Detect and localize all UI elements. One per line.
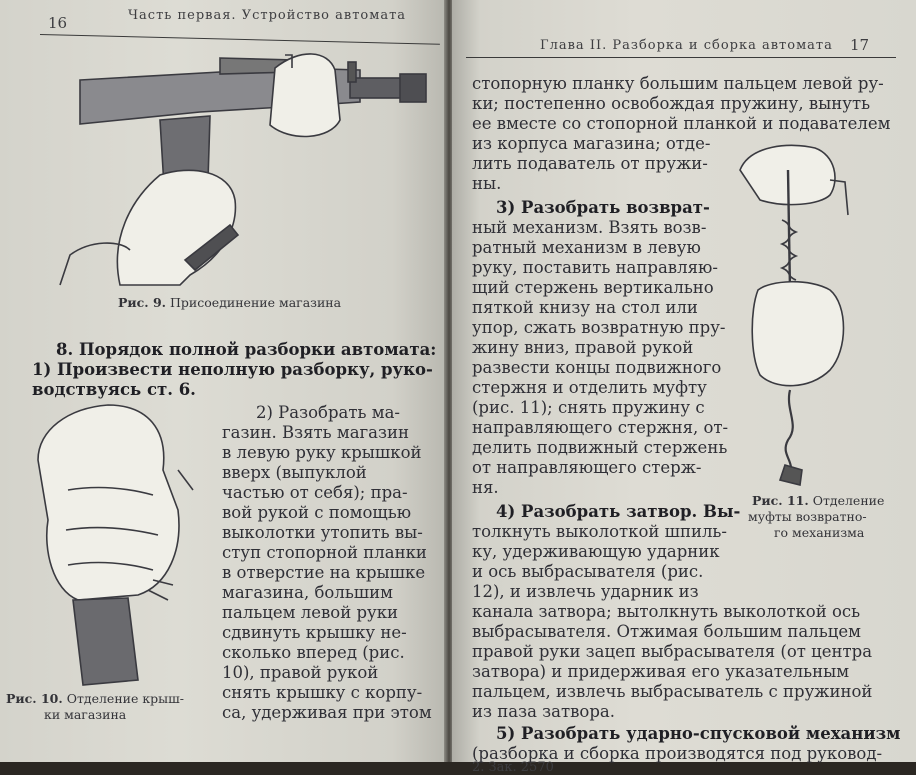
step3-line-14: от направляющего стерж- (472, 458, 702, 477)
step2-line-10: магазина, большим (222, 583, 393, 602)
top-line-6: ны. (472, 174, 502, 193)
figure-10-caption-line1 (6, 692, 184, 706)
header-rule-right (466, 57, 896, 58)
step1-line-1 (32, 360, 433, 380)
step2-line-3: в левую руку крышкой (222, 443, 422, 462)
page-number-left: 16 (48, 14, 68, 32)
step3-line-3: ратный механизм в левую (472, 238, 701, 257)
step2-text-2: газин. Взять магазин (222, 423, 410, 442)
step3-line-7: упор, сжать возвратную пру- (472, 318, 726, 337)
top-line-2: ки; постепенно освобождая пружину, вынуть (472, 94, 871, 113)
step5-line-2: (разборка и сборка производятся под руковод- (472, 744, 883, 763)
figure-9-label: Рис. 9. (118, 295, 167, 310)
right-page (452, 0, 916, 775)
step4-line-3: ку, удерживающую ударник (472, 542, 720, 561)
step3-line-9: развести концы подвижного (472, 358, 722, 377)
step2-line-5: частью от себя); пра- (222, 483, 408, 502)
step2-line-7: выколотки утопить вы- (222, 523, 423, 542)
page-number-right: 17 (850, 36, 870, 54)
step2-line-2 (222, 423, 409, 443)
figure-10-text-1: Отделение крыш- (66, 691, 184, 706)
step2-line-6: вой рукой с помощью (222, 503, 412, 522)
figure-9-illustration (60, 50, 430, 285)
step3-line-12: направляющего стержня, от- (472, 418, 729, 437)
step5-line-1 (496, 724, 900, 744)
step4-line-9: затвора) и придерживая его указательным (472, 662, 850, 681)
figure-10-illustration (28, 400, 218, 690)
figure-11-illustration (730, 140, 860, 490)
step2-line-14: 10), правой рукой (222, 663, 379, 682)
section-heading (56, 340, 436, 360)
step2-line-9: в отверстие на крышке (222, 563, 426, 582)
header-rule-left (40, 34, 440, 45)
figure-11-caption-line2: муфты возвратно- (748, 509, 867, 524)
step3-line-2: ный механизм. Взять возв- (472, 218, 707, 237)
step2-line-8: ступ стопорной планки (222, 543, 427, 562)
section-heading-text: 8. Порядок полной разборки автомата: (56, 340, 437, 359)
step5-text-1: 5) Разобрать ударно-спусковой механизм (496, 724, 901, 743)
step4-line-8: правой руки зацеп выбрасывателя (от центра (472, 642, 873, 661)
left-page (0, 0, 446, 762)
step1-line-2 (32, 380, 196, 400)
figure-10-label: Рис. 10. (6, 691, 63, 706)
running-head-right: Глава II. Разборка и сборка автомата (540, 38, 833, 53)
step3-line-13: делить подвижный стержень (472, 438, 728, 457)
figure-11-label: Рис. 11. (752, 493, 809, 508)
figure-11-caption-line1 (752, 494, 884, 508)
step4-text-1: 4) Разобрать затвор. Вы- (496, 502, 741, 521)
figure-9-text: Присоединение магазина (170, 295, 342, 310)
step3-line-8: жину вниз, правой рукой (472, 338, 694, 357)
step4-line-11: из паза затвора. (472, 702, 615, 721)
step2-line-4: вверх (выпуклой (222, 463, 367, 482)
step2-text-1: 2) Разобрать ма- (256, 403, 400, 422)
step3-line-6: пяткой книзу на стол или (472, 298, 698, 317)
step2-line-11: пальцем левой руки (222, 603, 399, 622)
step2-line-1 (256, 403, 400, 423)
figure-11-text-1: Отделение (812, 493, 885, 508)
step4-line-10: пальцем, извлечь выбрасыватель с пружиной (472, 682, 873, 701)
step4-line-7: выбрасывателя. Отжимая большим пальцем (472, 622, 861, 641)
top-line-5: лить подаватель от пружи- (472, 154, 708, 173)
step2-line-12: сдвинуть крышку не- (222, 623, 407, 642)
step3-line-4: руку, поставить направляю- (472, 258, 718, 277)
figure-9-caption (118, 296, 341, 310)
step4-line-1 (496, 502, 740, 522)
top-line-1: стопорную планку большим пальцем левой ру- (472, 74, 884, 93)
step2-line-16: са, удерживая при этом (222, 703, 432, 722)
step4-line-5: 12), и извлечь ударник из (472, 582, 699, 601)
step4-line-2: толкнуть выколоткой шпиль- (472, 522, 727, 541)
running-head-left: Часть первая. Устройство автомата (128, 8, 407, 23)
step3-line-1 (496, 198, 710, 218)
step3-line-10: стержня и отделить муфту (472, 378, 707, 397)
step2-line-13: сколько вперед (рис. (222, 643, 405, 662)
step3-line-15: ня. (472, 478, 499, 497)
figure-10-caption-line2: ки магазина (44, 707, 127, 722)
step1-text-1: 1) Произвести неполную разборку, руко- (32, 360, 433, 379)
figure-11-caption-line3: го механизма (774, 525, 865, 540)
step4-line-6: канала затвора; вытолкнуть выколоткой ось (472, 602, 861, 621)
top-line-4: из корпуса магазина; отде- (472, 134, 711, 153)
step3-text-1: 3) Разобрать возврат- (496, 198, 710, 217)
page-footer: 2. Зак. 2570 (472, 760, 554, 775)
step3-line-5: щий стержень вертикально (472, 278, 714, 297)
step1-text-2: водствуясь ст. 6. (32, 380, 196, 399)
step2-line-15: снять крышку с корпу- (222, 683, 423, 702)
step4-line-4: и ось выбрасывателя (рис. (472, 562, 704, 581)
top-line-3: ее вместе со стопорной планкой и подавателем (472, 114, 891, 133)
step3-line-11: (рис. 11); снять пружину с (472, 398, 705, 417)
